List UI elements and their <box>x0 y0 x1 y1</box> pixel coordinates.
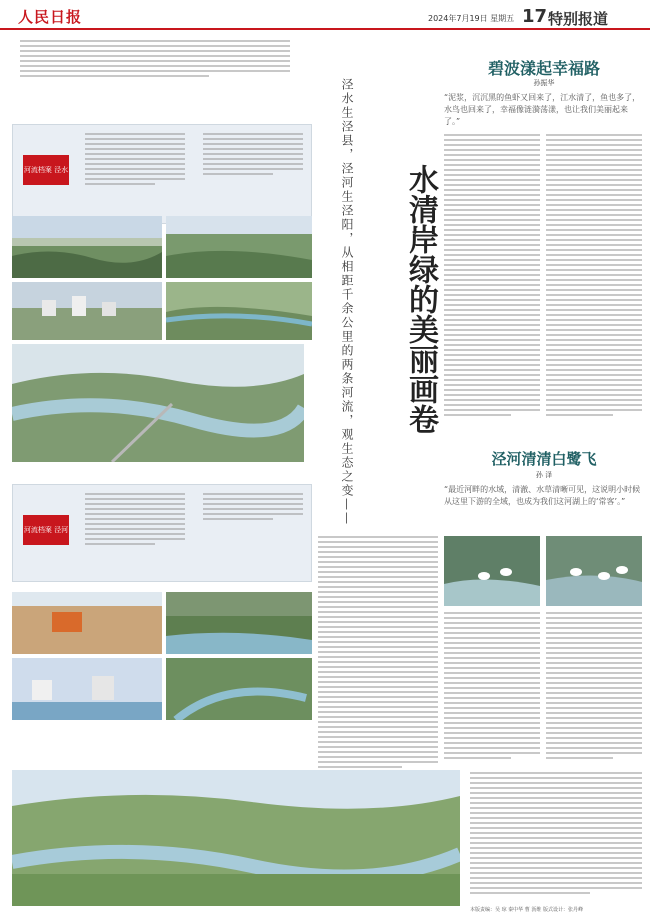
dateline: 2024年7月19日 星期五 <box>428 14 515 23</box>
feature-subtitle: 泾水生泾县，泾河生泾阳，从相距千余公里的两条河流，观生态之变—— <box>340 78 354 526</box>
editor-credit: 本版责编：吴 琼 秦中华 曹 沥维 版式设计：张丹峰 <box>470 907 583 913</box>
landscape-photo <box>12 770 460 906</box>
article2-col1 <box>318 536 438 771</box>
section-title: 特别报道 <box>548 10 609 28</box>
archive-stamp-2: 河流档案 泾河 <box>23 515 69 545</box>
landscape-photo <box>166 592 312 654</box>
masthead <box>0 0 650 30</box>
intro-text <box>20 40 290 80</box>
article2-col2 <box>444 612 540 762</box>
box2-text-right <box>203 493 303 523</box>
landscape-photo <box>166 658 312 720</box>
article2-lead: “最近河畔的水域，清澈、水草清晰可见，这说明小时候从这里下游的全域，也成为我们这河湖上的‘常客’。” <box>444 485 641 506</box>
landscape-photo <box>12 344 304 462</box>
caption-block <box>470 772 642 897</box>
article2-col3 <box>546 612 642 762</box>
article1-title: 碧波漾起幸福路 <box>487 59 600 78</box>
river-archive-box-2 <box>12 484 312 582</box>
landscape-photo <box>12 216 162 278</box>
page-number: 17 <box>522 6 548 27</box>
landscape-photo <box>444 536 540 606</box>
article1-lead: “泥浆，沉沉黑的鱼虾又回来了，江水清了，鱼也多了，水鸟也回来了，幸福像涟漪荡漾，也让我们美丽起来了。” <box>444 93 641 126</box>
article1-col1 <box>444 134 540 419</box>
article1-col2 <box>546 134 642 419</box>
newspaper-logo: 人民日报 <box>18 8 83 26</box>
landscape-photo <box>12 282 162 340</box>
archive-stamp-1: 河流档案 泾水 <box>23 155 69 185</box>
feature-title: 水清岸绿的美丽画卷 <box>403 164 438 434</box>
landscape-photo <box>546 536 642 606</box>
box1-text-right <box>203 133 303 178</box>
landscape-photo <box>12 658 162 720</box>
box1-text-left <box>85 133 185 188</box>
article1-byline: 孙振华 <box>533 79 555 87</box>
river-archive-box-1 <box>12 124 312 224</box>
landscape-photo <box>166 216 312 278</box>
article2-byline: 孙 泽 <box>535 471 553 479</box>
box2-text-left <box>85 493 185 548</box>
landscape-photo <box>166 282 312 340</box>
landscape-photo <box>12 592 162 654</box>
article2-title: 泾河清清白鹭飞 <box>491 450 597 468</box>
